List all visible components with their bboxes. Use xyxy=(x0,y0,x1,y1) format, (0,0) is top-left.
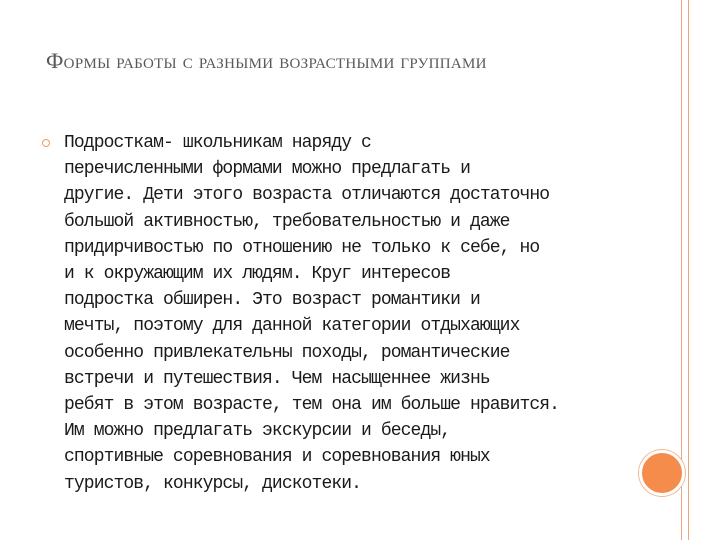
bullet-text-line: другие. Дети этого возраста отличаются достаточно xyxy=(64,185,550,206)
bullet-text-line: мечты, поэтому для данной категории отдыхающих xyxy=(64,316,520,337)
decorative-vertical-line xyxy=(688,0,689,540)
orange-circle-decoration xyxy=(639,450,685,496)
bullet-text-line: особенно привлекательны походы, романтические xyxy=(64,342,510,363)
bullet-circle-icon xyxy=(42,139,50,147)
bullet-text-line: спортивные соревнования и соревнования юных xyxy=(64,447,490,468)
bullet-text-line: туристов, конкурсы, дискотеки. xyxy=(64,473,362,494)
bullet-text-line: перечисленными формами можно предлагать и xyxy=(64,159,470,180)
bullet-text-line: большой активностью, требовательностью и даже xyxy=(64,211,510,232)
decorative-vertical-line xyxy=(681,0,682,540)
bullet-text-line: придирчивостью по отношению не только к себе, но xyxy=(64,237,540,258)
bullet-item xyxy=(42,130,622,497)
bullet-text-line: подростка обширен. Это возраст романтики и xyxy=(64,290,480,311)
slide-title: Формы работы с разными возрастными группами xyxy=(46,48,487,73)
bullet-text-line: Подросткам- школьникам наряду с xyxy=(64,133,371,153)
bullet-text-line: встречи и путешествия. Чем насыщеннее жизнь xyxy=(64,368,490,389)
bullet-text-line: и к окружающим их людям. Круг интересов xyxy=(64,264,451,285)
bullet-text-line: Им можно предлагать экскурсии и беседы, xyxy=(64,421,451,442)
slide-body xyxy=(42,130,622,497)
bullet-text-line: ребят в этом возрасте, тем она им больше нравится. xyxy=(64,395,560,416)
